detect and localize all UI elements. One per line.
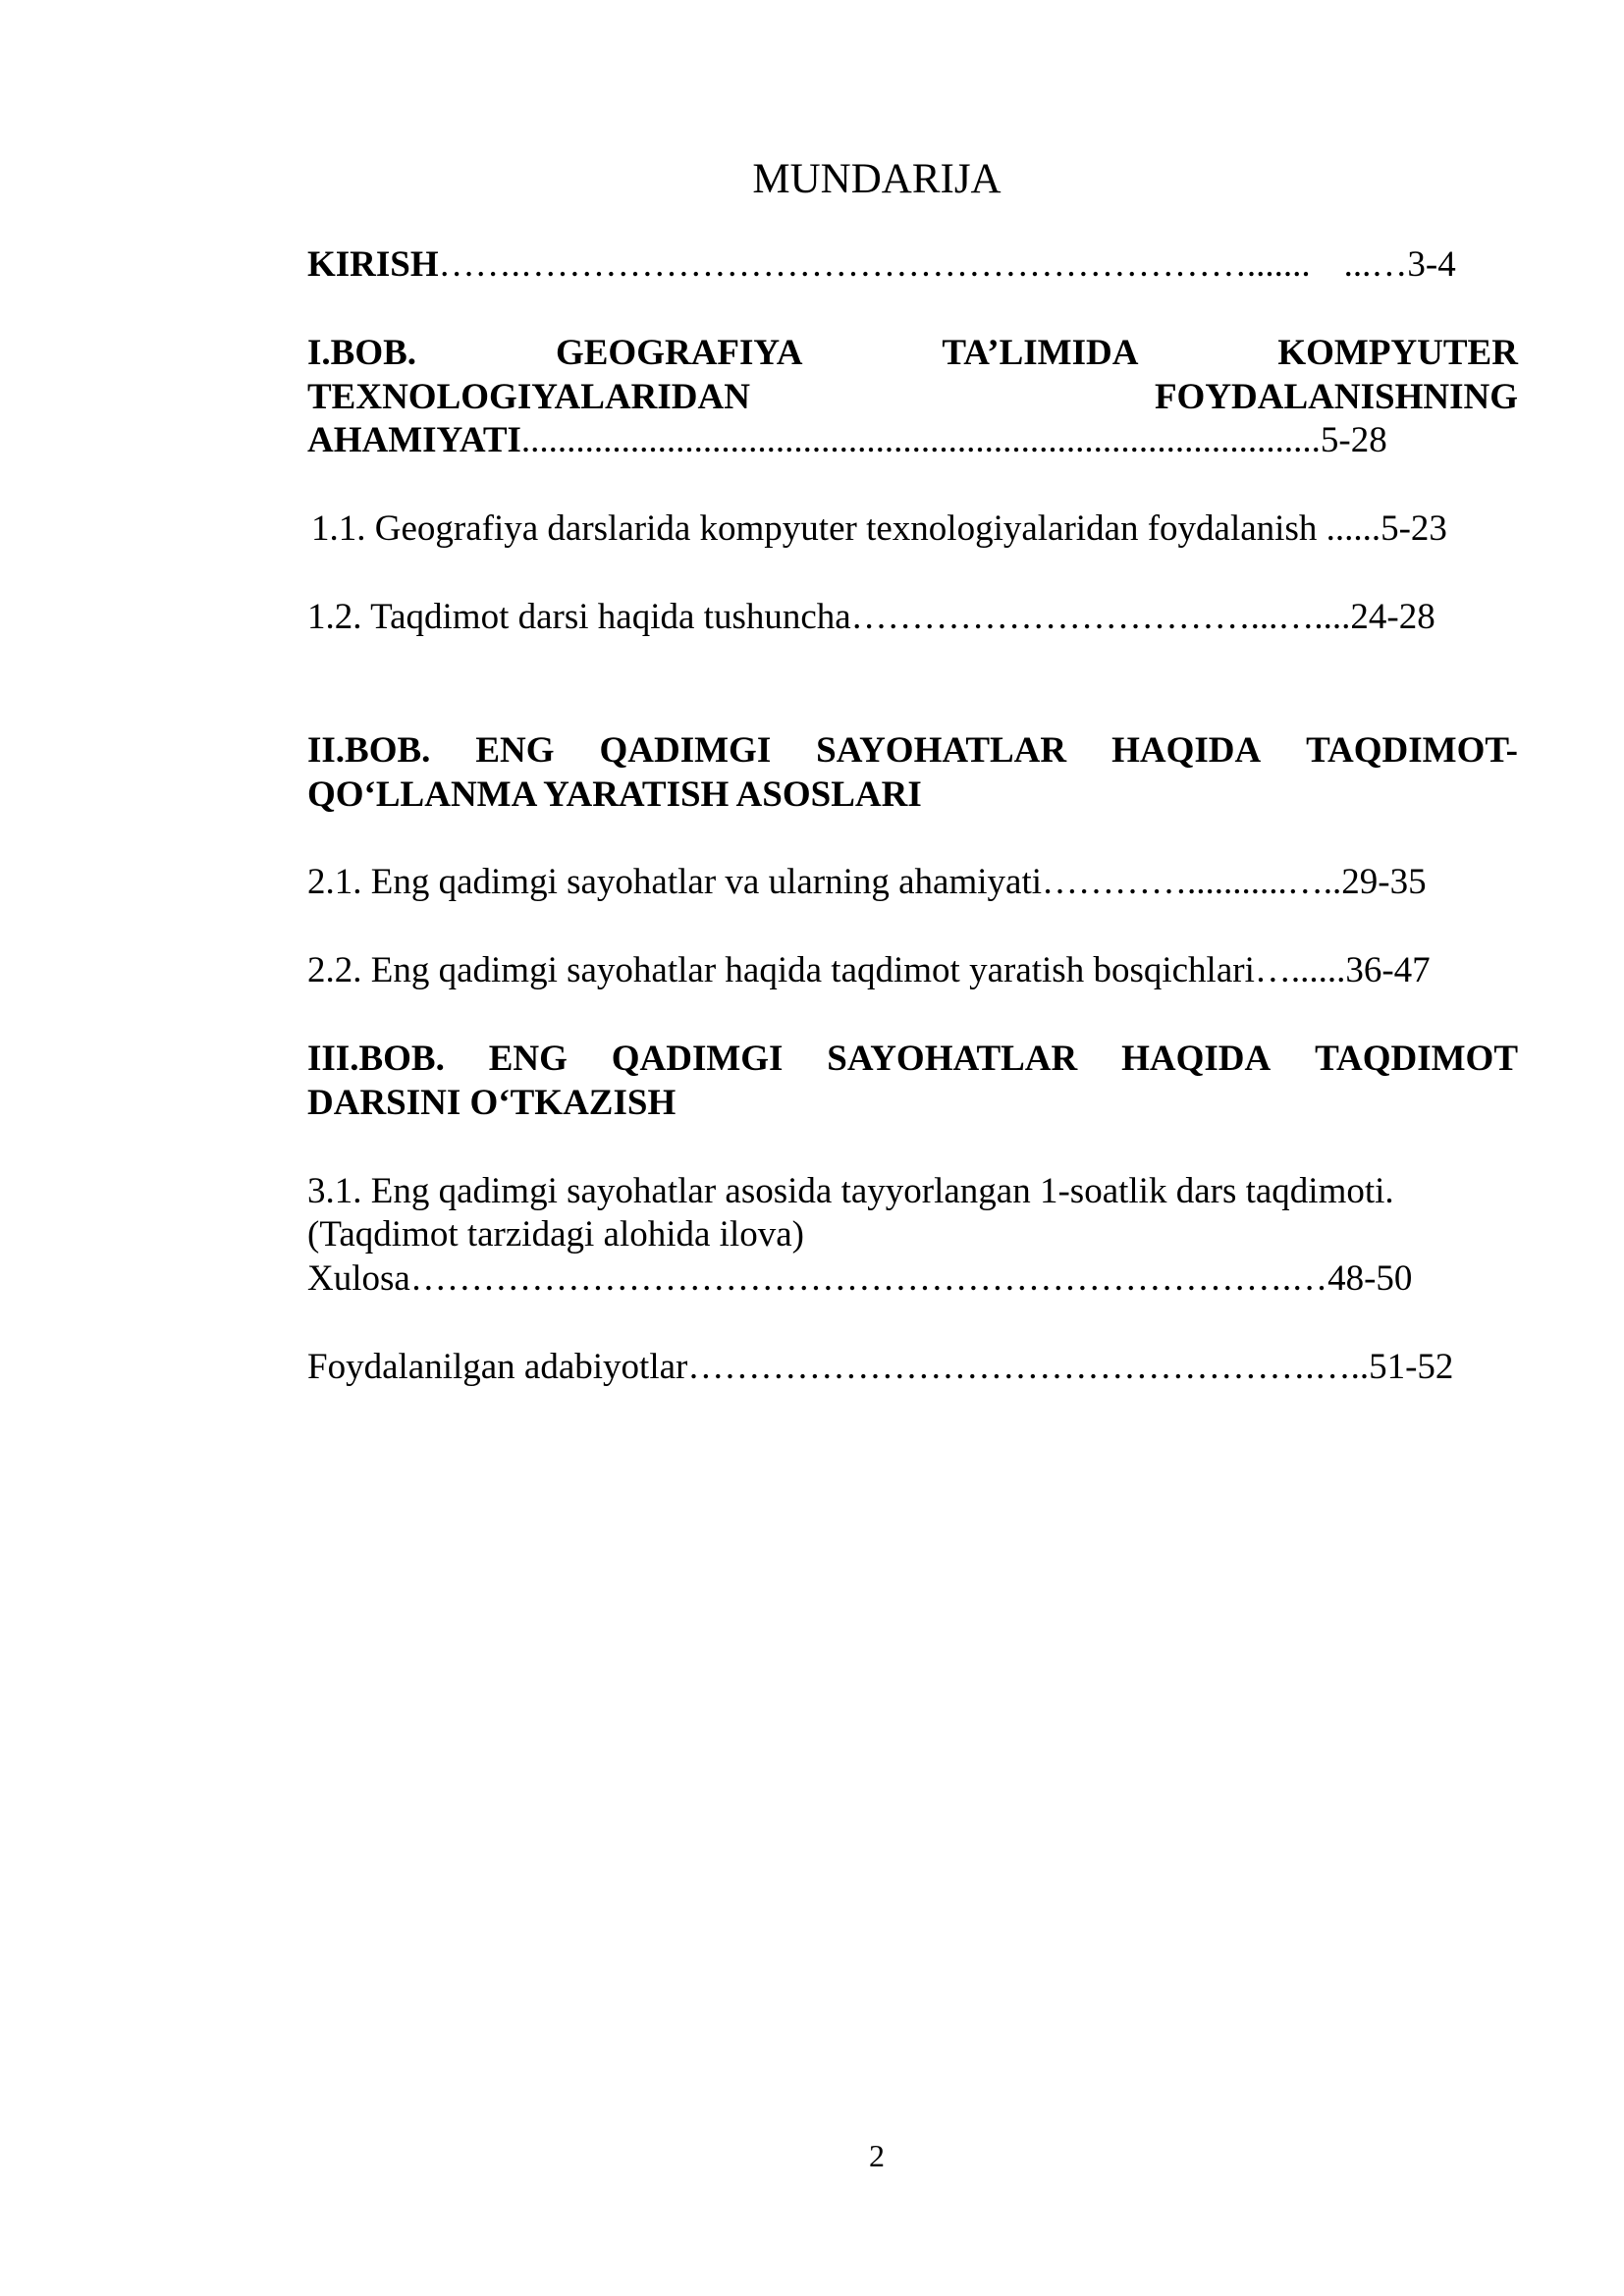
toc-ch3-word: TAQDIMOT	[1315, 1039, 1518, 1079]
toc-ch1-word: I.BOB.	[307, 333, 417, 373]
toc-ch2-word: II.BOB.	[307, 730, 431, 771]
toc-ch3-word: HAQIDA	[1121, 1039, 1272, 1079]
toc-chapter-2-line-1	[307, 729, 1518, 773]
toc-entry-references: Foydalanilgan adabiyotlar…………………………………………….…..51-52	[307, 1347, 1454, 1387]
toc-ch1-leader: ........................................................................................	[520, 420, 1321, 460]
toc-ch2-word: TAQDIMOT-	[1306, 730, 1518, 771]
toc-entry-kirish	[307, 243, 1456, 287]
toc-ch1-word: KOMPYUTER	[1277, 333, 1518, 373]
toc-section-2-1: 2.1. Eng qadimgi sayohatlar va ularning ahamiyati…………...........…..29-35	[307, 862, 1427, 902]
toc-kirish-pages: ...…3-4	[1343, 244, 1456, 285]
toc-ch1-word: AHAMIYATI	[307, 420, 521, 460]
toc-section-3-1-line-2: (Taqdimot tarzidagi alohida ilova)	[307, 1214, 804, 1255]
toc-kirish-leader: …….…………………………………………………….......	[438, 244, 1311, 285]
toc-entry-xulosa: Xulosa……………………………………………………………….…48-50	[307, 1258, 1413, 1299]
toc-section-2-2: 2.2. Eng qadimgi sayohatlar haqida taqdimot yaratish bosqichlari…......36-47	[307, 950, 1431, 990]
toc-chapter-1-line-1	[307, 332, 1518, 375]
toc-ch3-word: SAYOHATLAR	[827, 1039, 1078, 1079]
toc-chapter-3-line-2: DARSINI O‘TKAZISH	[307, 1083, 677, 1123]
toc-ch2-word: SAYOHATLAR	[816, 730, 1067, 771]
toc-kirish-label: KIRISH	[307, 244, 439, 285]
toc-ch3-word: ENG	[488, 1039, 568, 1079]
toc-chapter-2-line-2: QO‘LLANMA YARATISH ASOSLARI	[307, 774, 922, 815]
toc-ch3-word: III.BOB.	[307, 1039, 445, 1079]
toc-ch1-word: TEXNOLOGIYALARIDAN	[307, 377, 750, 417]
toc-ch2-word: ENG	[475, 730, 555, 771]
toc-chapter-1-line-3	[307, 419, 1387, 462]
toc-ch1-word: TA’LIMIDA	[942, 333, 1139, 373]
toc-ch2-word: QADIMGI	[599, 730, 772, 771]
toc-ch1-word: FOYDALANISHNING	[1154, 377, 1518, 417]
page-number: 2	[869, 2138, 885, 2173]
toc-chapter-1-line-2	[307, 376, 1518, 419]
toc-section-1-2: 1.2. Taqdimot darsi haqida tushuncha……………………………...…....24-28	[307, 597, 1435, 637]
toc-chapter-3-line-1	[307, 1038, 1518, 1081]
toc-ch3-word: QADIMGI	[611, 1039, 784, 1079]
toc-ch1-word: GEOGRAFIYA	[555, 333, 803, 373]
toc-ch1-pages: 5-28	[1320, 420, 1387, 460]
toc-section-3-1-line-1: 3.1. Eng qadimgi sayohatlar asosida tayyorlangan 1-soatlik dars taqdimoti.	[307, 1171, 1394, 1211]
toc-section-1-1: 1.1. Geografiya darslarida kompyuter texnologiyalaridan foydalanish ......5-23	[311, 508, 1447, 549]
toc-ch2-word: HAQIDA	[1111, 730, 1262, 771]
page-title: MUNDARIJA	[752, 156, 1001, 202]
